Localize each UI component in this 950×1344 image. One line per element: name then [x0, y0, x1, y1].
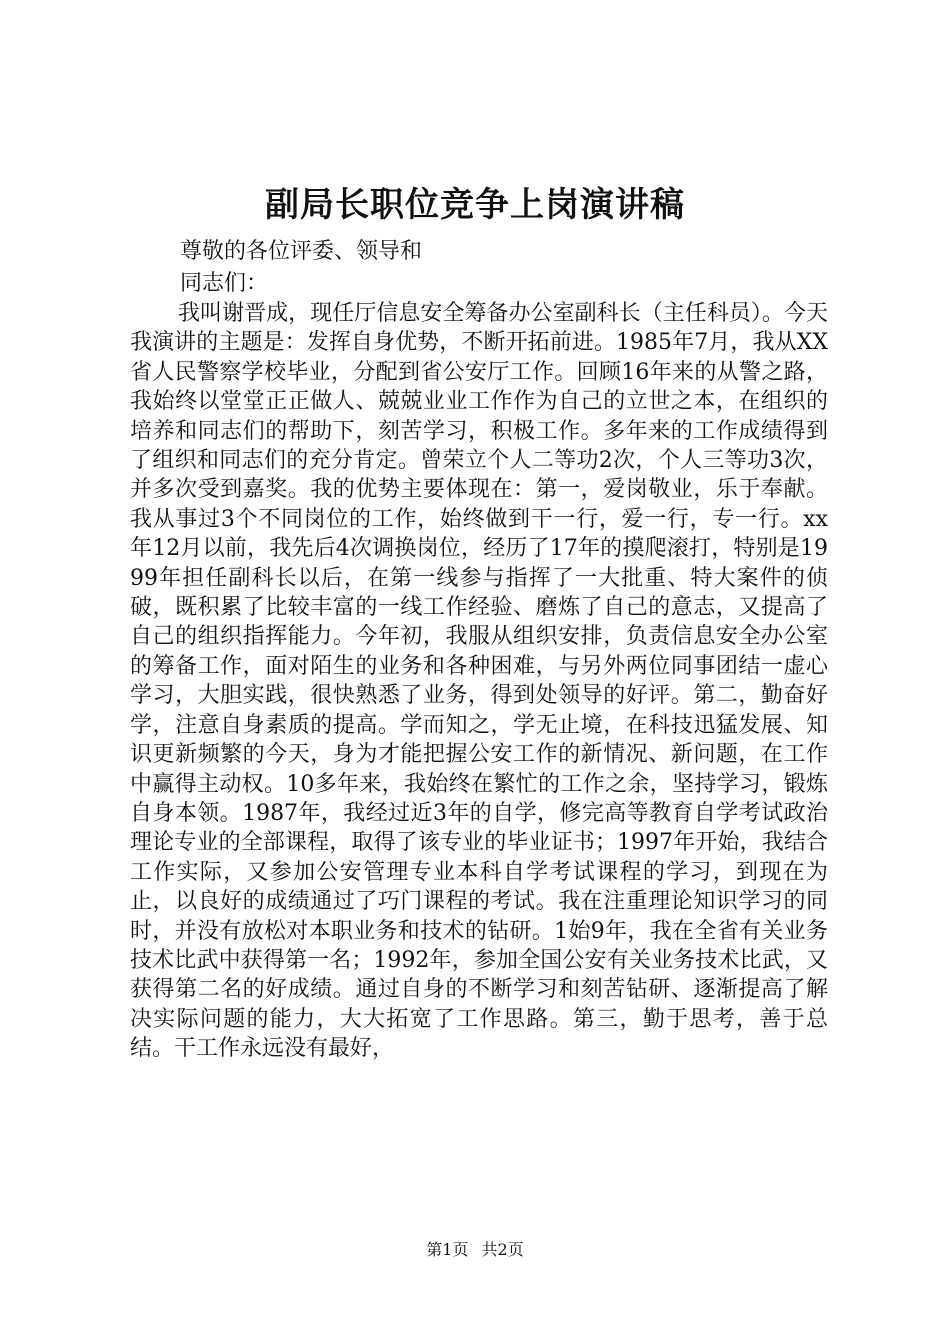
- greeting-line-1: 尊敬的各位评委、领导和: [180, 239, 423, 264]
- document-title: 副局长职位竞争上岗演讲稿: [265, 185, 685, 225]
- page-number-current: 第1页: [426, 1240, 469, 1259]
- greeting-line-2: 同志们：: [180, 271, 269, 296]
- page-number-total: 共2页: [481, 1240, 524, 1259]
- page-footer: [0, 1238, 950, 1262]
- speech-body-paragraph: 我叫谢晋成，现任厅信息安全筹备办公室副科长（主任科员）。今天我演讲的主题是：发挥自身优势，不断开拓前进。1985年7月，我从XX省人民警察学校毕业，分配到省公安厅工作。回顾16年来的从警之路，我始终以堂堂正正做人、兢兢业业工作作为自己的立世之本，在组织的培养和同志们的帮助下，刻苦学习，积极工作。多年来的工作成绩得到了组织和同志们的充分肯定。曾荣立个人二等功2次，个人三等功3次，并多次受到嘉奖。我的优势主要体现在：第一，爱岗敬业，乐于奉献。我从事过3个不同岗位的工作，始终做到干一行，爱一行，专一行。xx年12月以前，我先后4次调换岗位，经历了17年的摸爬滚打，特别是1999年担任副科长以后，在第一线参与指挥了一大批重、特大案件的侦破，既积累了比较丰富的一线工作经验、磨炼了自己的意志，又提高了自己的组织指挥能力。今年初，我服从组织安排，负责信息安全办公室的筹备工作，面对陌生的业务和各种困难，与另外两位同事团结一虚心学习，大胆实践，很快熟悉了业务，得到处领导的好评。第二，勤奋好学，注意自身素质的提高。学而知之，学无止境，在科技迅猛发展、知识更新频繁的今天，身为才能把握公安工作的新情况、新问题，在工作中赢得主动权。10多年来，我始终在繁忙的工作之余，坚持学习，锻炼自身本领。1987年，我经过近3年的自学，修完高等教育自学考试政治理论专业的全部课程，取得了该专业的毕业证书；1997年开始，我结合工作实际，又参加公安管理专业本科自学考试课程的学习，到现在为止，以良好的成绩通过了巧门课程的考试。我在注重理论知识学习的同时，并没有放松对本职业务和技术的钻研。1始9年，我在全省有关业务技术比武中获得第一名；1992年，参加全国公安有关业务技术比武，又获得第二名的好成绩。通过自身的不断学习和刻苦钻研、逐渐提高了解决实际问题的能力，大大拓宽了工作思路。第三，勤于思考，善于总结。干工作永远没有最好，: [130, 301, 828, 1062]
